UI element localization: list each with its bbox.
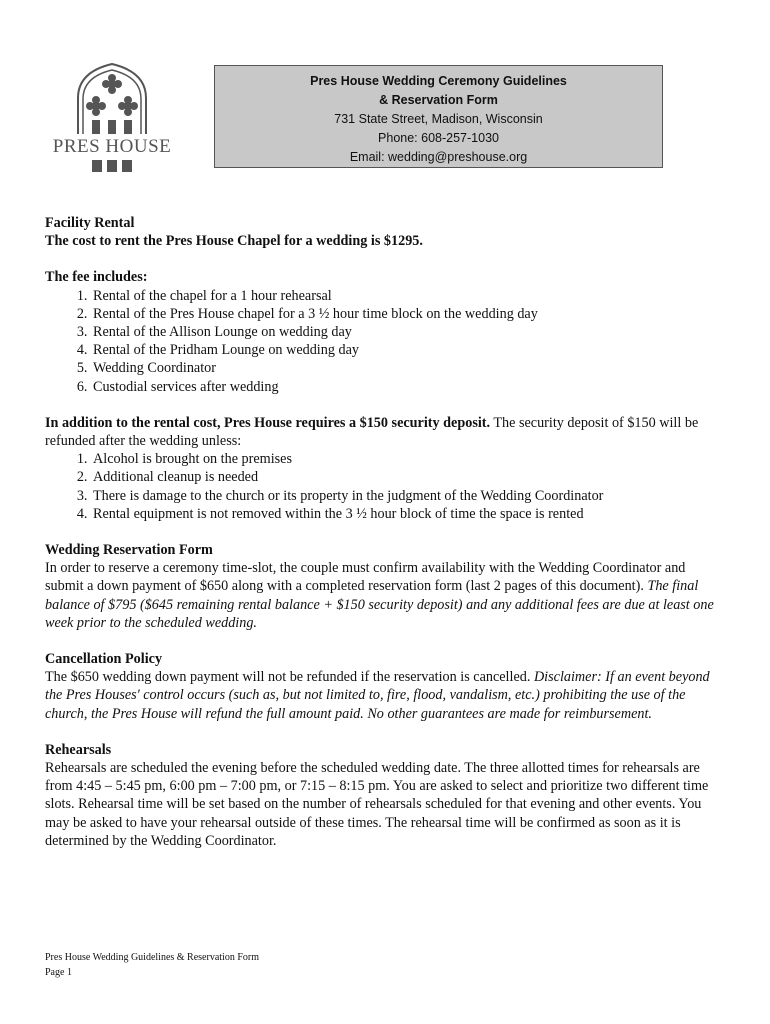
list-item: 5. Wedding Coordinator: [91, 359, 725, 377]
header-phone: Phone: 608-257-1030: [378, 131, 499, 145]
reservation-heading: Wedding Reservation Form: [45, 542, 213, 559]
header-address: 731 State Street, Madison, Wisconsin: [334, 112, 543, 126]
facility-heading: Facility Rental: [45, 215, 135, 231]
cancellation-heading: Cancellation Policy: [45, 651, 163, 668]
deposit-bold: In addition to the rental cost, Pres House requires a $150 security deposit.: [45, 414, 491, 431]
logo-base-blocks: [52, 160, 172, 174]
list-item: 4. Rental equipment is not removed within the 3 ½ hour block of time the space is rented: [91, 505, 725, 523]
footer-title: Pres House Wedding Guidelines & Reservation Form: [45, 952, 259, 963]
fee-list: [45, 287, 725, 396]
header-box: [214, 65, 663, 168]
cancellation-text: The $650 wedding down payment will not be refunded if the reservation is cancelled.: [45, 669, 534, 686]
fee-heading: The fee includes:: [45, 269, 148, 286]
list-item: 3. Rental of the Allison Lounge on wedding day: [91, 323, 725, 341]
list-item: 2. Additional cleanup is needed: [91, 468, 725, 486]
chapel-window-icon: [52, 62, 172, 136]
reservation-text: In order to reserve a ceremony time-slot, the couple must confirm availability with the Wedding Coordinator and submit a down payment of $650 along with a completed reservation form (last 2 pages of this document).: [45, 560, 686, 595]
cancellation-italic: Disclaimer: If an event beyond the Pres Houses' control occurs (such as, but not limited to, fire, flood, vandalism, etc.) prohibiting the use of the church, the Pres House will refund the full amount paid. No other guarantees are made for reimbursement.: [45, 669, 710, 722]
document-body: [45, 214, 725, 850]
rehearsals-heading: Rehearsals: [45, 741, 112, 758]
list-item: 4. Rental of the Pridham Lounge on wedding day: [91, 341, 725, 359]
pres-house-logo: [52, 62, 172, 174]
list-item: 1. Alcohol is brought on the premises: [91, 450, 725, 468]
header-title: Pres House Wedding Ceremony Guidelines: [310, 74, 567, 88]
list-item: 3. There is damage to the church or its property in the judgment of the Wedding Coordinator: [91, 487, 725, 505]
list-item: 1. Rental of the chapel for a 1 hour rehearsal: [91, 287, 725, 305]
deposit-paragraph: [45, 414, 725, 450]
logo-text: PRES HOUSE: [52, 136, 172, 157]
facility-cost: The cost to rent the Pres House Chapel for a wedding is $1295.: [45, 233, 423, 250]
header-subtitle: & Reservation Form: [379, 93, 498, 107]
deposit-list: [45, 450, 725, 523]
cancellation-paragraph: [45, 668, 725, 723]
header-email: Email: wedding@preshouse.org: [349, 150, 528, 164]
rehearsals-paragraph: Rehearsals are scheduled the evening before the scheduled wedding date. The three allotted times for rehearsals are from 4:45 – 5:45 pm, 6:00 pm – 7:00 pm, or 7:15 – 8:15 pm. You are asked to select and prioritize two different time slots. Rehearsal time will be set based on the number of rehearsals scheduled for that evening and other events. You may be asked to have your rehearsal outside of these times. The rehearsal time will be confirmed as soon as it is determined by the Wedding Coordinator.: [45, 760, 709, 849]
reservation-paragraph: [45, 559, 725, 632]
deposit-text: The security deposit of $150 will be refunded after the wedding unless:: [45, 414, 699, 450]
reservation-italic: The final balance of $795 ($645 remaining rental balance + $150 security deposit) and any additional fees are due at least one week prior to the scheduled wedding.: [45, 578, 714, 631]
list-item: 2. Rental of the Pres House chapel for a 3 ½ hour time block on the wedding day: [91, 305, 725, 323]
list-item: 6. Custodial services after wedding: [91, 378, 725, 396]
page-footer: [45, 950, 259, 980]
footer-page-number: Page 1: [45, 967, 72, 978]
